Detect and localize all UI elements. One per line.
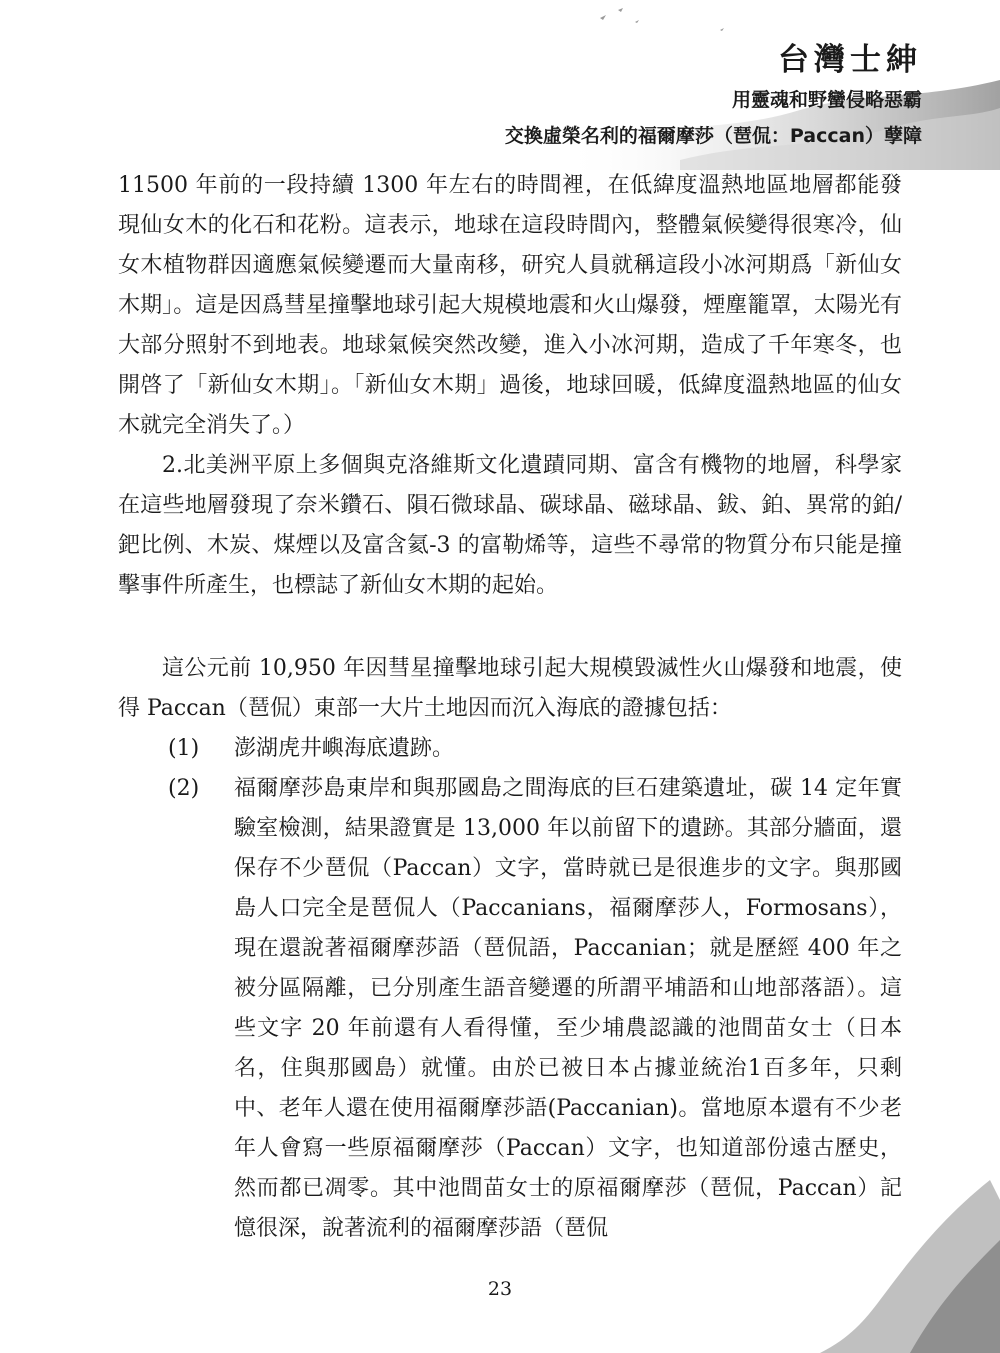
list-item-text: 福爾摩莎島東岸和與那國島之間海底的巨石建築遺址，碳 14 定年實驗室檢測，結果證實是 13,000 年以前留下的遺跡。其部分牆面，還保存不少琶侃（Paccan）文字，當時就已是很進步的文字。與那國島人口完全是琶侃人（Paccanians，福爾摩莎人，Formosans），現在還說著福爾摩莎語（琶侃語，Paccanian；就是歷經 400 年之被分區隔離，已分別產生語音變遷的所謂平埔語和山地部落語）。這些文字 20 年前還有人看得懂，至少埔農認識的池間苗女士（日本名，住與那國島）就懂。由於已被日本占據並統治1百多年，只剩中、老年人還在使用福爾摩莎語(Paccanian)。當地原本還有不少老年人會寫一些原福爾摩莎（Paccan）文字，也知道部份遠古歷史，然而都已凋零。其中池間苗女士的原福爾摩莎（琶侃，Paccan）記憶很深，說著流利的福爾摩莎語（琶侃 xyxy=(234,776,902,1241)
book-title: 台灣士紳 xyxy=(778,42,922,78)
page-number: 23 xyxy=(487,1278,513,1300)
list-item xyxy=(168,729,902,769)
body-text xyxy=(118,166,902,1249)
list-item-text: 澎湖虎井嶼海底遺跡。 xyxy=(234,736,455,761)
header-subtitle-1: 用靈魂和野蠻侵略惡霸 xyxy=(731,89,922,111)
list-item-number: (2) xyxy=(168,776,200,801)
paragraph-gap xyxy=(118,606,902,649)
paragraph-3: 這公元前 10,950 年因彗星撞擊地球引起大規模毀滅性火山爆發和地震，使得 Paccan（琶侃）東部一大片土地因而沉入海底的證據包括： xyxy=(118,656,902,721)
running-header xyxy=(505,38,922,154)
header-subtitle-2: 交換虛榮名利的福爾摩莎（琶侃：Paccan）孽障 xyxy=(504,125,922,147)
list-item xyxy=(168,769,902,1249)
list-item-number: (1) xyxy=(168,736,200,761)
paragraph-2: 2.北美洲平原上多個與克洛維斯文化遺蹟同期、富含有機物的地層，科學家在這些地層發現了奈米鑽石、隕石微球晶、碳球晶、磁球晶、鈸、鉑、異常的鉑/鈀比例、木炭、煤煙以及富含氦-3 的富勒烯等，這些不尋常的物質分布只能是撞擊事件所產生，也標誌了新仙女木期的起始。 xyxy=(118,453,902,598)
paragraph-1: 11500 年前的一段持續 1300 年左右的時間裡，在低緯度溫熱地區地層都能發現仙女木的化石和花粉。這表示，地球在這段時間內，整體氣候變得很寒冷，仙女木植物群因適應氣候變遷而大量南移，研究人員就稱這段小冰河期爲「新仙女木期」。這是因爲彗星撞擊地球引起大規模地震和火山爆發，煙塵籠罩，太陽光有大部分照射不到地表。地球氣候突然改變，進入小冰河期，造成了千年寒冬，也開啓了「新仙女木期」。「新仙女木期」過後，地球回暖，低緯度溫熱地區的仙女木就完全消失了。） xyxy=(118,173,902,438)
